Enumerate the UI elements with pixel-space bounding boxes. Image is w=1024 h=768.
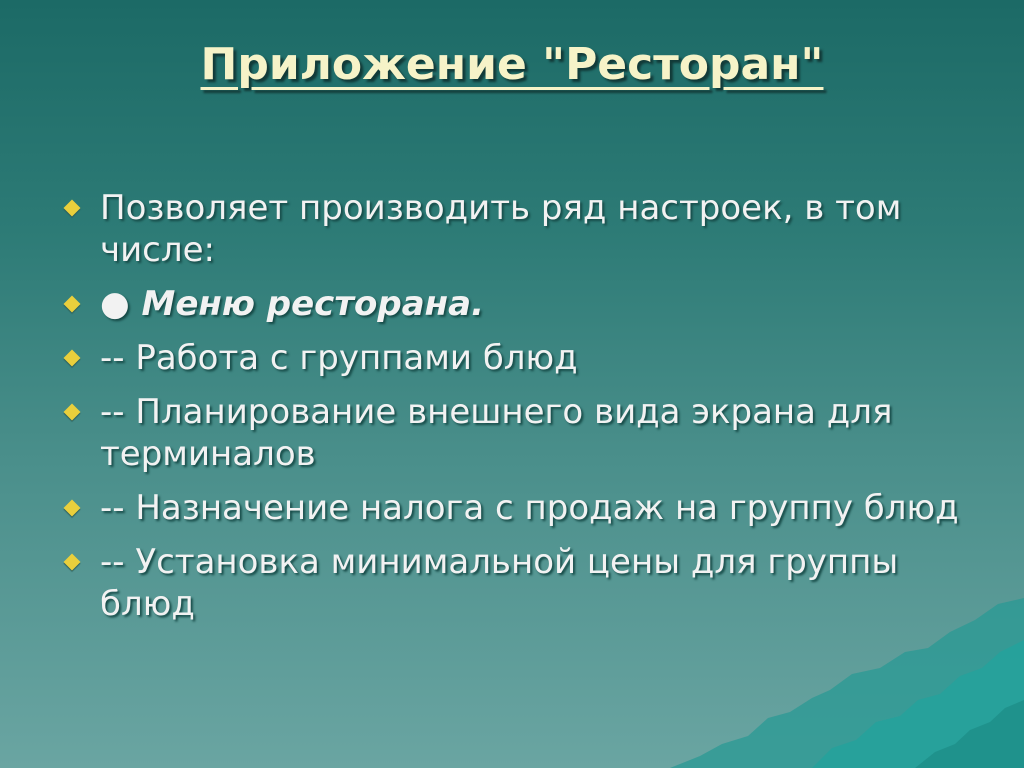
bullet-item xyxy=(60,283,960,325)
bullet-text: Позволяет производить ряд настроек, в том числе: xyxy=(100,188,902,270)
bullet-item xyxy=(60,391,960,475)
bullet-item xyxy=(60,487,960,529)
bullet-text: -- Назначение налога с продаж на группу блюд xyxy=(100,488,959,528)
bullet-item xyxy=(60,337,960,379)
bullet-text: -- Работа с группами блюд xyxy=(100,338,578,378)
diamond-bullet-icon xyxy=(64,296,81,313)
bullet-text: ● Меню ресторана. xyxy=(100,284,485,324)
diamond-bullet-icon xyxy=(64,200,81,217)
bullet-item xyxy=(60,187,960,271)
slide-title: Приложение "Ресторан" xyxy=(200,39,824,90)
bullet-item xyxy=(60,541,960,625)
diamond-bullet-icon xyxy=(64,350,81,367)
diamond-bullet-icon xyxy=(64,500,81,517)
diamond-bullet-icon xyxy=(64,554,81,571)
bullet-text: -- Установка минимальной цены для группы блюд xyxy=(100,542,899,624)
bullet-list xyxy=(60,187,960,637)
bullet-text: -- Планирование внешнего вида экрана для терминалов xyxy=(100,392,893,474)
diamond-bullet-icon xyxy=(64,404,81,421)
